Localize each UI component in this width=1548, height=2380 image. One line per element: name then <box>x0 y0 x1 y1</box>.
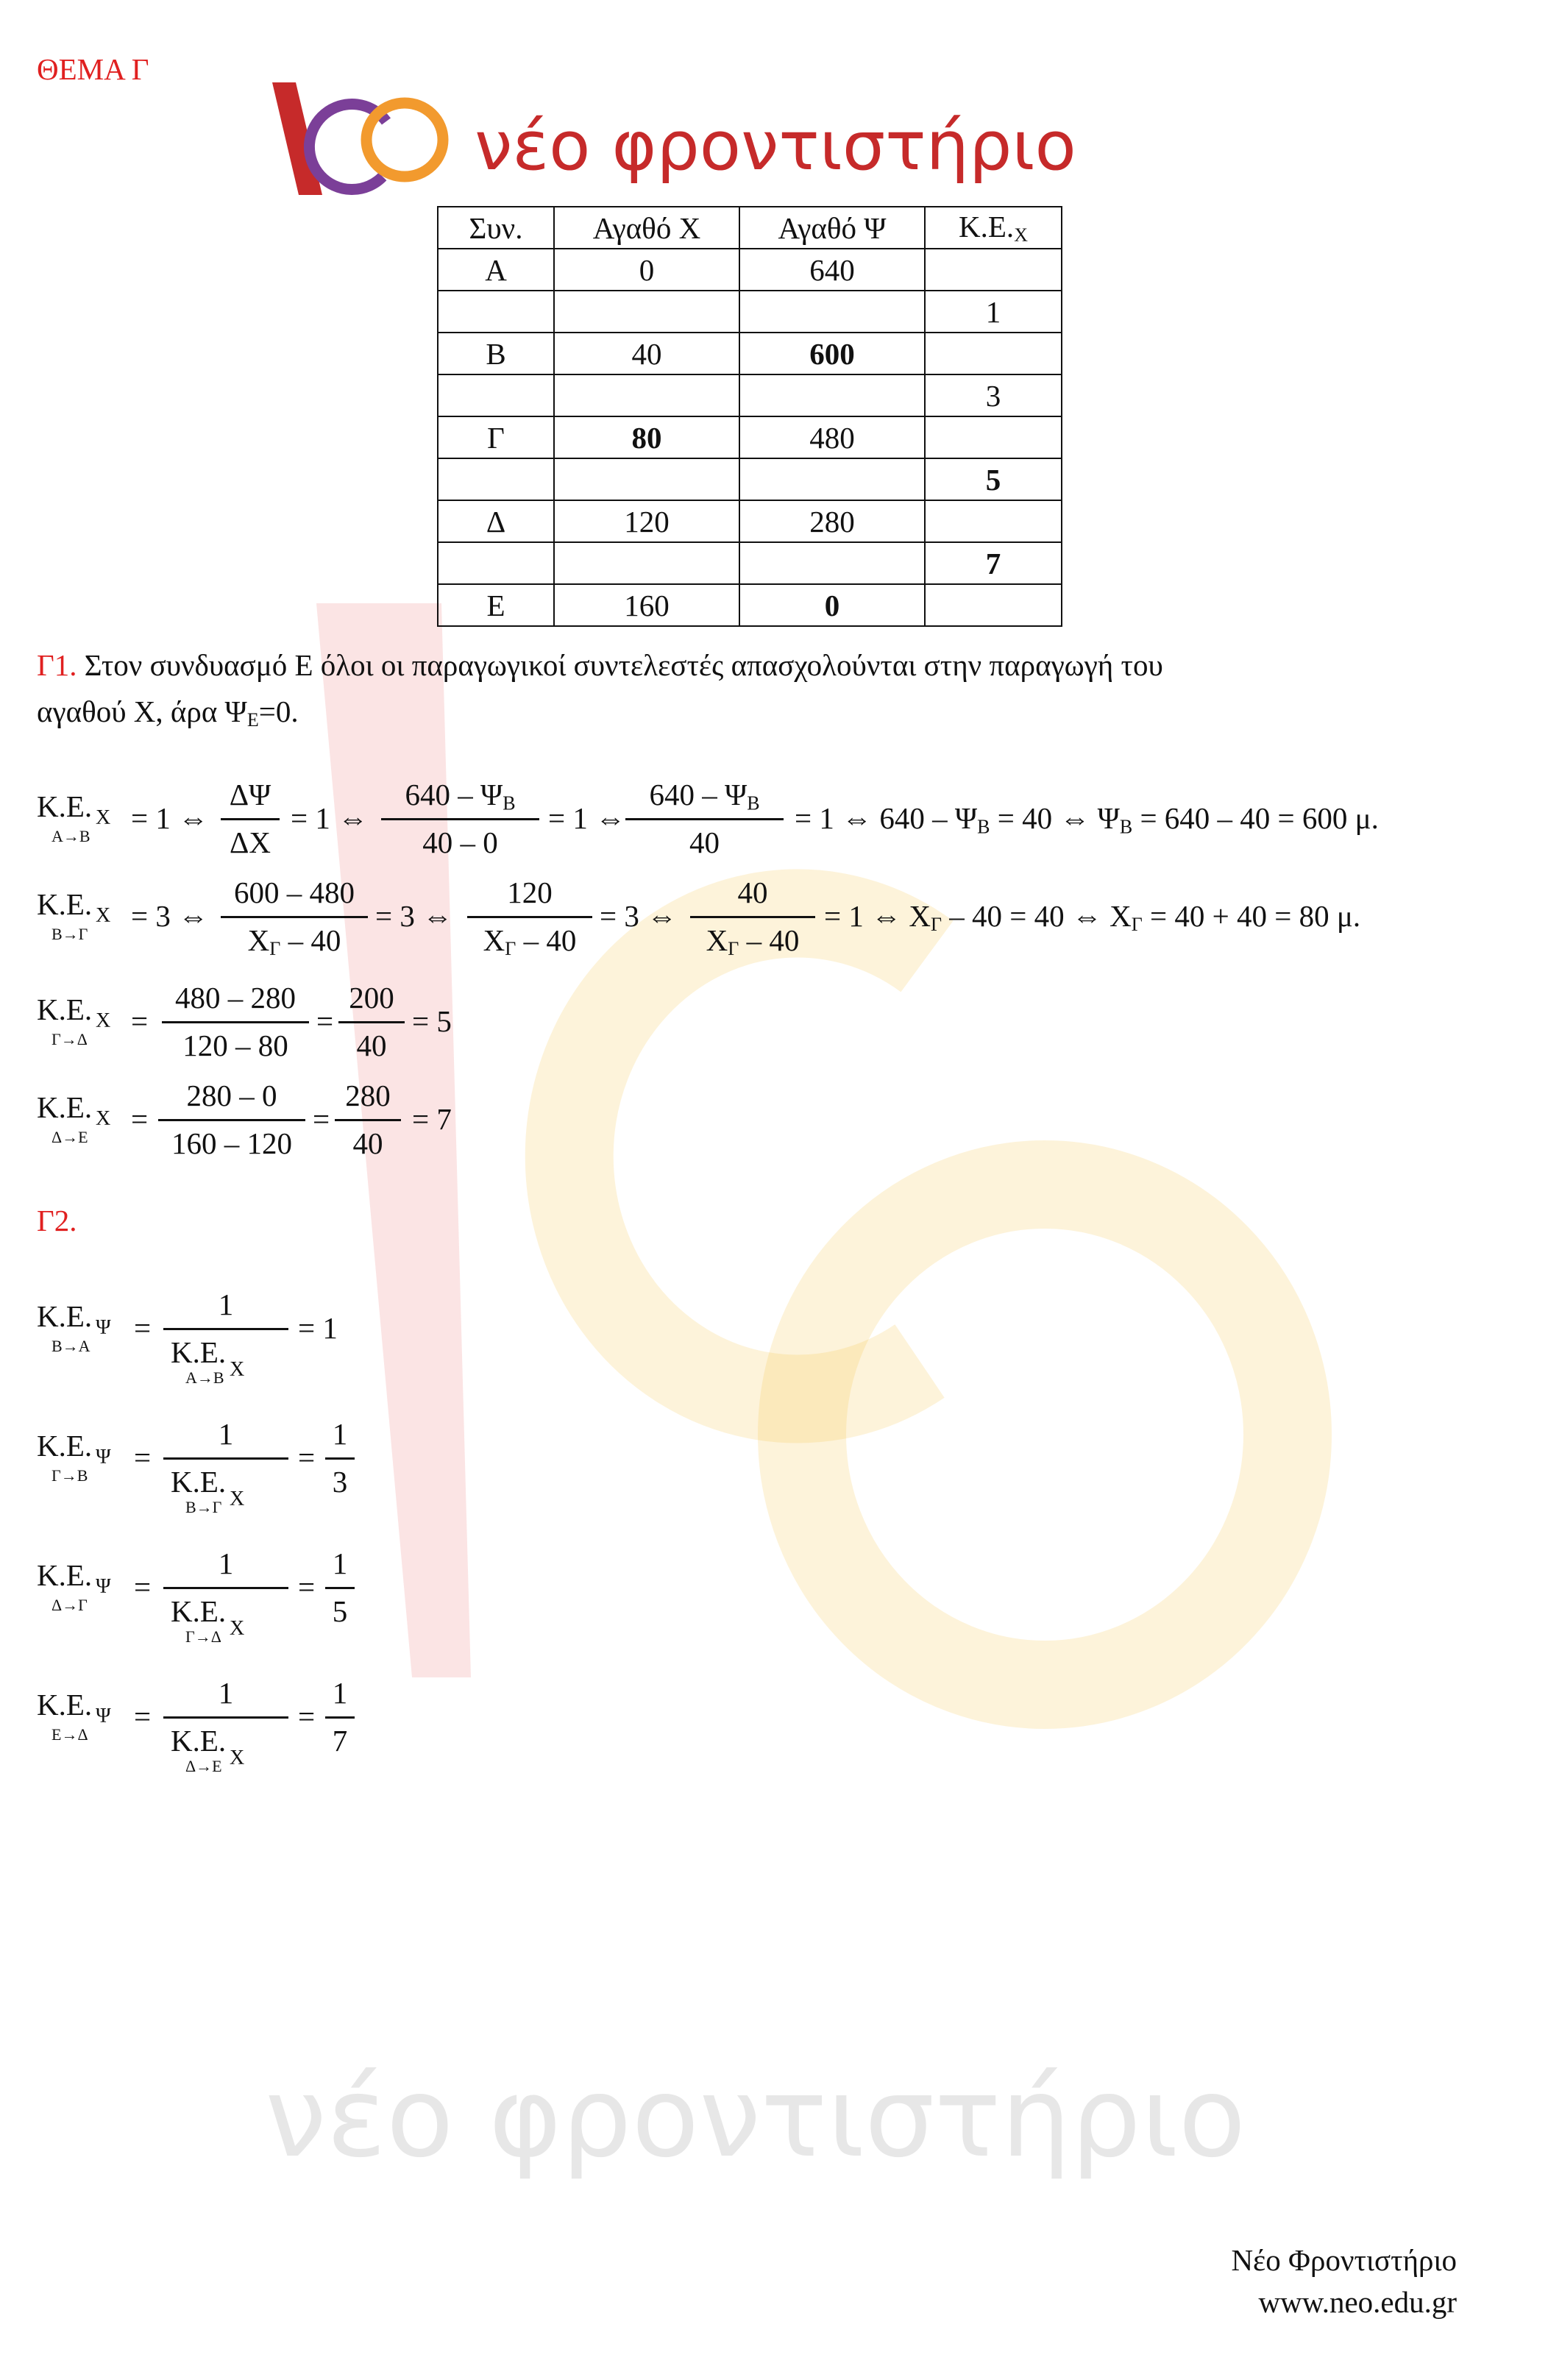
g1-line-1 <box>37 647 1163 683</box>
logo-text: νέο φροντιστήριο <box>475 107 1076 185</box>
cell: 1 <box>925 291 1062 333</box>
table-row <box>438 458 1062 500</box>
cell: 480 <box>739 416 925 458</box>
cell <box>739 291 925 333</box>
cell <box>554 291 739 333</box>
cell <box>554 542 739 584</box>
cell: Ε <box>438 584 554 626</box>
table-row <box>438 333 1062 374</box>
equation-ke-psi-e-d: Κ.Ε. Ψ Ε→Δ = 1 Κ.Ε. Χ Δ→Ε = 1 7 <box>37 1672 478 1790</box>
col-header-good-psi: Αγαθό Ψ <box>739 207 925 249</box>
cell: Α <box>438 249 554 291</box>
cell: 0 <box>554 249 739 291</box>
col-header-good-x: Αγαθό Χ <box>554 207 739 249</box>
cell: Β <box>438 333 554 374</box>
fraction: 200 40 <box>338 977 405 1068</box>
cell: 640 <box>739 249 925 291</box>
cell <box>925 333 1062 374</box>
cell: 280 <box>739 500 925 542</box>
footer-url[interactable]: www.neo.edu.gr <box>1258 2285 1457 2319</box>
equation-ke-psi-g-b: Κ.Ε. Ψ Γ→Β = 1 Κ.Ε. Χ Β→Γ = 1 3 <box>37 1413 478 1531</box>
cell: 120 <box>554 500 739 542</box>
watermark-orange-ring <box>802 1184 1288 1685</box>
cell <box>438 291 554 333</box>
cell <box>925 416 1062 458</box>
table-row <box>438 374 1062 416</box>
cell: 600 <box>739 333 925 374</box>
fraction: 600 – 480 $X_\Gamma - 40$ <box>221 872 368 962</box>
fraction: 1 Κ.Ε. Χ Β→Γ <box>163 1413 288 1504</box>
cell <box>925 584 1062 626</box>
cell <box>438 458 554 500</box>
g1-text: Στον συνδυασμό Ε όλοι οι παραγωγικοί συντελεστές απασχολούνται στην παραγωγή του <box>77 648 1163 682</box>
result-fraction: 1 3 <box>325 1413 355 1504</box>
cell: 5 <box>925 458 1062 500</box>
table-row <box>438 291 1062 333</box>
cell: Δ <box>438 500 554 542</box>
result-fraction: 1 5 <box>325 1543 355 1633</box>
cell <box>739 458 925 500</box>
col-header-combination: Συν. <box>438 207 554 249</box>
cell: 3 <box>925 374 1062 416</box>
cell <box>438 374 554 416</box>
fraction: 480 – 280 120 – 80 <box>162 977 309 1068</box>
cell <box>739 374 925 416</box>
table-row <box>438 500 1062 542</box>
fraction: 280 – 0 160 – 120 <box>158 1075 305 1165</box>
production-possibilities-table <box>437 206 1062 627</box>
g2-label: Γ2. <box>37 1204 77 1237</box>
fraction: 1 Κ.Ε. Χ Δ→Ε <box>163 1672 288 1763</box>
table-row <box>438 249 1062 291</box>
fraction: 40 $X_\Gamma - 40$ <box>690 872 815 962</box>
watermark-logo-text: νέο φροντιστήριο <box>265 2054 1246 2182</box>
table-row <box>438 416 1062 458</box>
logo-orange-ring <box>366 103 443 177</box>
equation-ke-b-g: Κ.Ε. Χ Β→Γ = 3 ⇔ 600 – 480 $X_\Gamma - 40$ = 3 ⇔ 120 $X_\Gamma - 40$ = 3 ⇔ 40 $X_\Gamma - 40$ = 1 ⇔ $X_\Gamma - 40 = 40$ ⇔ $X_\Gamma = 40 + 40 = 80$ μ. <box>37 872 1516 960</box>
cell <box>438 542 554 584</box>
table-row <box>438 542 1062 584</box>
cell <box>925 249 1062 291</box>
fraction: 1 Κ.Ε. Χ Α→Β <box>163 1284 288 1374</box>
equation-ke-a-b: Κ.Ε. Χ Α→Β = 1 ⇔ ΔΨ ΔΧ = 1 ⇔ $640 - \Psi_B$ 40 – 0 = 1 ⇔ $640 - \Psi_B$ 40 = 1 ⇔ $640 - \Psi_B = 40$ ⇔ $\Psi_B = 640 - 40 = 600$ μ. <box>37 774 1516 862</box>
cell: 7 <box>925 542 1062 584</box>
footer-name: Νέο Φροντιστήριο <box>1231 2243 1457 2277</box>
cell <box>925 500 1062 542</box>
cell: 80 <box>554 416 739 458</box>
cell <box>554 374 739 416</box>
equation-ke-psi-b-a: Κ.Ε. Ψ Β→Α = 1 Κ.Ε. Χ Α→Β = 1 <box>37 1284 478 1402</box>
fraction: 280 40 <box>335 1075 401 1165</box>
fraction: ΔΨ ΔΧ <box>221 774 280 864</box>
g1-label: Γ1. <box>37 648 77 682</box>
table-header-row <box>438 207 1062 249</box>
equation-ke-d-e: Κ.Ε. Χ Δ→Ε = 280 – 0 160 – 120 = 280 40 = 7 <box>37 1075 699 1163</box>
fraction: $640 - \Psi_B$ 40 – 0 <box>381 774 539 864</box>
brand-logo <box>265 74 1185 206</box>
result-fraction: 1 7 <box>325 1672 355 1763</box>
cell: 0 <box>739 584 925 626</box>
cell: 40 <box>554 333 739 374</box>
equation-ke-g-d: Κ.Ε. Χ Γ→Δ = 480 – 280 120 – 80 = 200 40 = 5 <box>37 977 699 1065</box>
fraction: $640 - \Psi_B$ 40 <box>625 774 784 864</box>
fraction: 1 Κ.Ε. Χ Γ→Δ <box>163 1543 288 1633</box>
table-row <box>438 584 1062 626</box>
fraction: 120 $X_\Gamma - 40$ <box>467 872 592 962</box>
cell <box>739 542 925 584</box>
col-header-opportunity-cost: $K.E._X$ <box>925 207 1062 249</box>
section-title: ΘΕΜΑ Γ <box>37 52 149 86</box>
cell: 160 <box>554 584 739 626</box>
cell: Γ <box>438 416 554 458</box>
cell <box>554 458 739 500</box>
equation-ke-psi-d-g: Κ.Ε. Ψ Δ→Γ = 1 Κ.Ε. Χ Γ→Δ = 1 5 <box>37 1543 478 1660</box>
g1-line-2: αγαθού Χ, άρα $\Psi_E=0$. <box>37 695 299 731</box>
